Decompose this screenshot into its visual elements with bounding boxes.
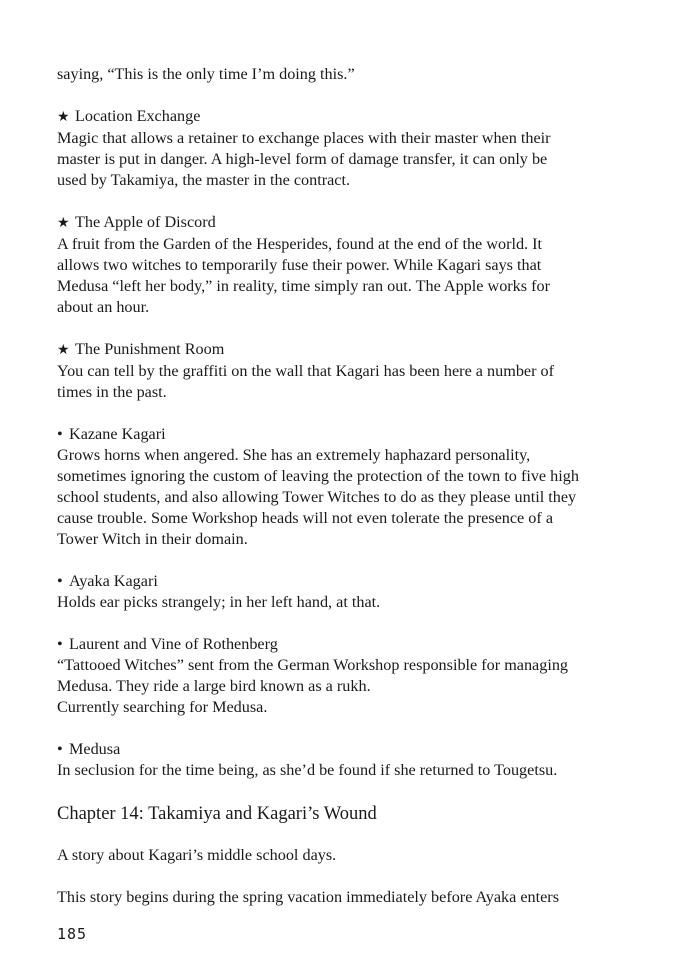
chapter-heading: Chapter 14: Takamiya and Kagari’s Wound bbox=[57, 804, 377, 824]
chapter-paragraph bbox=[57, 845, 647, 866]
entry-heading bbox=[57, 571, 647, 592]
entry-line: allows two witches to temporarily fuse their power. While Kagari says that bbox=[57, 256, 542, 274]
entry-line: about an hour. bbox=[57, 298, 150, 316]
entry-line: You can tell by the graffiti on the wall that Kagari has been here a number of bbox=[57, 362, 555, 380]
entry-title: The Apple of Discord bbox=[75, 213, 216, 231]
glossary-entry-apple-of-discord bbox=[57, 212, 647, 318]
entry-line: master is put in danger. A high-level form of damage transfer, it can only be bbox=[57, 150, 548, 168]
intro-line: saying, “This is the only time I’m doing this.” bbox=[57, 65, 355, 83]
entry-line: A fruit from the Garden of the Hesperides, found at the end of the world. It bbox=[57, 235, 543, 253]
page-number: 185 bbox=[57, 925, 88, 943]
entry-title: Laurent and Vine of Rothenberg bbox=[69, 635, 278, 653]
entry-heading bbox=[57, 106, 647, 128]
entry-heading bbox=[57, 339, 647, 361]
star-icon: ★ bbox=[57, 343, 70, 358]
entry-line: Currently searching for Medusa. bbox=[57, 698, 268, 716]
character-entry-kazane-kagari bbox=[57, 424, 647, 550]
glossary-entry-punishment-room bbox=[57, 339, 647, 403]
star-icon: ★ bbox=[57, 110, 70, 125]
character-entry-laurent-and-vine bbox=[57, 634, 647, 718]
entry-title: Kazane Kagari bbox=[69, 425, 166, 443]
character-entry-ayaka-kagari bbox=[57, 571, 647, 613]
entry-line: Tower Witch in their domain. bbox=[57, 530, 248, 548]
entry-line: times in the past. bbox=[57, 383, 167, 401]
character-entry-medusa bbox=[57, 739, 647, 781]
paragraph-line: This story begins during the spring vacation immediately before Ayaka enters bbox=[57, 888, 559, 906]
entry-title: Ayaka Kagari bbox=[69, 572, 158, 590]
entry-title: The Punishment Room bbox=[75, 340, 225, 358]
entry-heading bbox=[57, 424, 647, 445]
entry-title: Location Exchange bbox=[75, 107, 201, 125]
bullet-icon: • bbox=[57, 635, 63, 653]
entry-line: cause trouble. Some Workshop heads will not even tolerate the presence of a bbox=[57, 509, 554, 527]
entry-line: Medusa. They ride a large bird known as a rukh. bbox=[57, 677, 371, 695]
entry-heading bbox=[57, 212, 647, 234]
star-icon: ★ bbox=[57, 216, 70, 231]
entry-line: Grows horns when angered. She has an extremely haphazard personality, bbox=[57, 446, 531, 464]
chapter-paragraph bbox=[57, 887, 647, 908]
paragraph-line: A story about Kagari’s middle school days. bbox=[57, 846, 337, 864]
page-body bbox=[57, 64, 647, 929]
entry-line: Medusa “left her body,” in reality, time simply ran out. The Apple works for bbox=[57, 277, 550, 295]
entry-line: Magic that allows a retainer to exchange places with their master when their bbox=[57, 129, 551, 147]
entry-title: Medusa bbox=[69, 740, 121, 758]
entry-heading bbox=[57, 739, 647, 760]
entry-line: used by Takamiya, the master in the contract. bbox=[57, 171, 350, 189]
entry-line: In seclusion for the time being, as she’d be found if she returned to Tougetsu. bbox=[57, 761, 558, 779]
glossary-entry-location-exchange bbox=[57, 106, 647, 191]
entry-heading bbox=[57, 634, 647, 655]
entry-line: “Tattooed Witches” sent from the German Workshop responsible for managing bbox=[57, 656, 569, 674]
intro-paragraph bbox=[57, 64, 647, 85]
bullet-icon: • bbox=[57, 740, 63, 758]
bullet-icon: • bbox=[57, 572, 63, 590]
entry-line: school students, and also allowing Tower Witches to do as they please until they bbox=[57, 488, 577, 506]
entry-line: sometimes ignoring the custom of leaving the protection of the town to five high bbox=[57, 467, 579, 485]
entry-line: Holds ear picks strangely; in her left hand, at that. bbox=[57, 593, 381, 611]
bullet-icon: • bbox=[57, 425, 63, 443]
